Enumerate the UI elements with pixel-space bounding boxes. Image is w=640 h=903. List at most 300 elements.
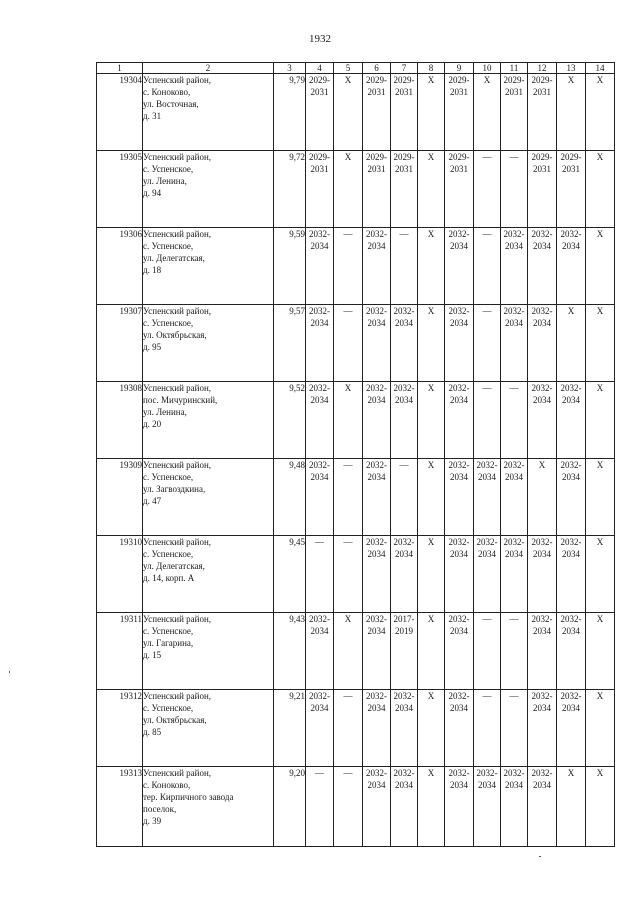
period-cell-col-8: [418, 151, 445, 228]
table-row: [97, 459, 615, 536]
period-cell-text: Х: [596, 152, 604, 162]
period-cell-text: 2031: [533, 87, 551, 97]
period-cell-col-10: [474, 151, 501, 228]
period-cell-text: 2034: [450, 395, 468, 405]
period-cell-text: 2031: [505, 87, 523, 97]
column-number-2: 2: [143, 63, 274, 74]
period-cell-col-7: [391, 767, 418, 847]
period-cell-text: 2032-: [366, 614, 387, 624]
period-cell-col-5: [334, 459, 363, 536]
period-cell-col-6: [363, 690, 391, 767]
period-cell-text: 2029-: [448, 75, 470, 85]
period-cell-col-13: [557, 382, 586, 459]
period-cell-text: 2032-: [476, 768, 498, 778]
column-number-5: 5: [334, 63, 363, 74]
period-cell-text: 2032-: [531, 768, 553, 778]
period-cell-col-13: [557, 767, 586, 847]
address-cell: [143, 536, 274, 613]
address-line: с. Успенское,: [143, 164, 194, 174]
period-cell-text: 2034: [450, 318, 468, 328]
period-cell-col-4: [306, 767, 334, 847]
period-cell-col-5: [334, 74, 363, 151]
period-cell-col-5: [334, 613, 363, 690]
period-cell-text: 2034: [367, 549, 386, 559]
column-number-4: 4: [306, 63, 334, 74]
period-cell-col-12: [528, 382, 557, 459]
period-cell-col-14: [586, 459, 615, 536]
address-line: Успенский район,: [143, 614, 212, 624]
column-number-row: [97, 63, 615, 74]
column-number-13: 13: [557, 63, 586, 74]
period-cell-text: 2029-: [531, 75, 553, 85]
period-cell-text: Х: [596, 383, 604, 393]
period-cell-text: Х: [596, 460, 604, 470]
period-cell-text: 2034: [310, 241, 329, 251]
period-cell-col-14: [586, 382, 615, 459]
period-cell-col-5: [334, 690, 363, 767]
column-number-9: 9: [445, 63, 474, 74]
period-cell-text: 2034: [562, 241, 580, 251]
period-cell-text: —: [482, 691, 492, 701]
period-cell-text: 2032-: [448, 229, 470, 239]
period-cell-text: Х: [483, 75, 491, 85]
period-cell-col-8: [418, 228, 445, 305]
period-cell-col-9: [445, 151, 474, 228]
period-cell-text: 2029-: [309, 75, 330, 85]
period-cell-text: 2034: [310, 472, 329, 482]
address-cell: [143, 228, 274, 305]
address-line: ул. Октябрьская,: [143, 330, 207, 340]
period-cell-col-4: [306, 536, 334, 613]
address-line: с. Успенское,: [143, 549, 194, 559]
period-cell-text: 2032-: [531, 614, 553, 624]
column-number-7: 7: [391, 63, 418, 74]
period-cell-text: 2032-: [448, 691, 470, 701]
address-cell: [143, 459, 274, 536]
record-id: 19313: [97, 767, 143, 847]
period-cell-col-14: [586, 228, 615, 305]
period-cell-col-7: [391, 613, 418, 690]
period-cell-text: 2032-: [366, 383, 387, 393]
period-cell-text: 2034: [367, 703, 386, 713]
period-cell-col-14: [586, 305, 615, 382]
period-cell-text: 2032-: [560, 537, 582, 547]
period-cell-text: 2031: [562, 164, 580, 174]
period-cell-text: 2034: [395, 549, 413, 559]
address-line: Успенский район,: [143, 768, 212, 778]
record-id: 19305: [97, 151, 143, 228]
period-cell-text: 2032-: [309, 229, 330, 239]
period-cell-text: 2032-: [393, 537, 415, 547]
period-cell-text: 2034: [367, 395, 386, 405]
period-cell-text: 2032-: [393, 691, 415, 701]
column-number-10: 10: [474, 63, 501, 74]
value-cell: 9,52: [274, 382, 306, 459]
period-cell-text: 2032-: [366, 460, 387, 470]
period-cell-col-4: [306, 382, 334, 459]
period-cell-text: 2034: [505, 241, 523, 251]
period-cell-text: —: [343, 306, 353, 316]
address-line: ул. Ленина,: [143, 176, 187, 186]
period-cell-text: 2034: [533, 703, 551, 713]
period-cell-text: 2034: [478, 549, 496, 559]
address-line: Успенский район,: [143, 691, 212, 701]
period-cell-col-14: [586, 690, 615, 767]
period-cell-col-12: [528, 228, 557, 305]
period-cell-text: 2032-: [503, 537, 525, 547]
period-cell-text: 2034: [562, 472, 580, 482]
table-row: [97, 228, 615, 305]
period-cell-col-9: [445, 536, 474, 613]
value-cell: 9,48: [274, 459, 306, 536]
period-cell-col-13: [557, 151, 586, 228]
period-cell-col-4: [306, 228, 334, 305]
period-cell-text: 2031: [450, 164, 468, 174]
period-cell-text: 2032-: [531, 383, 553, 393]
period-cell-text: Х: [427, 691, 435, 701]
period-cell-col-9: [445, 690, 474, 767]
period-cell-text: 2032-: [309, 306, 330, 316]
period-cell-col-13: [557, 613, 586, 690]
period-cell-col-6: [363, 382, 391, 459]
period-cell-text: Х: [596, 306, 604, 316]
period-cell-text: 2034: [533, 318, 551, 328]
period-cell-col-8: [418, 536, 445, 613]
period-cell-text: 2019: [395, 626, 413, 636]
period-cell-col-5: [334, 382, 363, 459]
table-row: [97, 151, 615, 228]
period-cell-text: 2034: [533, 241, 551, 251]
period-cell-text: Х: [427, 768, 435, 778]
period-cell-text: 2029-: [448, 152, 470, 162]
period-cell-text: 2031: [367, 164, 386, 174]
period-cell-col-13: [557, 690, 586, 767]
period-cell-text: 2029-: [393, 75, 415, 85]
period-cell-col-4: [306, 459, 334, 536]
address-line: Успенский район,: [143, 152, 212, 162]
period-cell-text: 2032-: [560, 614, 582, 624]
period-cell-text: Х: [596, 229, 604, 239]
column-number-14: 14: [586, 63, 615, 74]
period-cell-text: 2032-: [531, 691, 553, 701]
period-cell-text: —: [482, 383, 492, 393]
period-cell-col-12: [528, 305, 557, 382]
period-cell-text: 2034: [533, 395, 551, 405]
period-cell-text: —: [399, 460, 409, 470]
period-cell-text: 2032-: [309, 383, 330, 393]
period-cell-text: 2034: [395, 395, 413, 405]
table-row: [97, 305, 615, 382]
period-cell-col-10: [474, 228, 501, 305]
period-cell-col-6: [363, 228, 391, 305]
period-cell-text: 2034: [367, 780, 386, 790]
period-cell-col-9: [445, 382, 474, 459]
address-cell: [143, 151, 274, 228]
period-cell-col-10: [474, 74, 501, 151]
period-cell-col-6: [363, 613, 391, 690]
period-cell-text: Х: [427, 75, 435, 85]
period-cell-text: 2029-: [531, 152, 553, 162]
period-cell-text: Х: [427, 306, 435, 316]
address-line: д. 20: [143, 419, 162, 429]
period-cell-text: 2032-: [560, 691, 582, 701]
period-cell-col-8: [418, 74, 445, 151]
period-cell-text: 2034: [450, 780, 468, 790]
period-cell-text: 2017-: [393, 614, 415, 624]
period-cell-text: 2032-: [503, 768, 525, 778]
period-cell-col-6: [363, 74, 391, 151]
address-line: д. 14, корп. А: [143, 573, 195, 583]
period-cell-text: 2034: [450, 241, 468, 251]
period-cell-text: 2031: [310, 87, 329, 97]
period-cell-text: 2032-: [366, 768, 387, 778]
address-line: д. 94: [143, 188, 162, 198]
period-cell-text: 2034: [450, 703, 468, 713]
period-cell-text: 2034: [478, 472, 496, 482]
period-cell-text: 2032-: [560, 383, 582, 393]
column-number-6: 6: [363, 63, 391, 74]
period-cell-text: 2031: [395, 87, 413, 97]
period-cell-col-7: [391, 536, 418, 613]
period-cell-text: 2034: [367, 318, 386, 328]
period-cell-text: 2029-: [503, 75, 525, 85]
period-cell-text: 2032-: [448, 460, 470, 470]
period-cell-col-9: [445, 767, 474, 847]
period-cell-col-11: [501, 536, 528, 613]
period-cell-text: 2034: [505, 549, 523, 559]
period-cell-col-5: [334, 305, 363, 382]
period-cell-text: 2032-: [503, 460, 525, 470]
value-cell: 9,43: [274, 613, 306, 690]
value-cell: 9,21: [274, 690, 306, 767]
period-cell-text: 2034: [395, 703, 413, 713]
address-line: Успенский район,: [143, 306, 212, 316]
period-cell-text: 2032-: [366, 691, 387, 701]
value-cell: 9,20: [274, 767, 306, 847]
period-cell-col-14: [586, 613, 615, 690]
period-cell-text: Х: [427, 614, 435, 624]
period-cell-col-6: [363, 536, 391, 613]
period-cell-col-4: [306, 74, 334, 151]
period-cell-col-10: [474, 767, 501, 847]
period-cell-text: 2032-: [531, 537, 553, 547]
record-id: 19309: [97, 459, 143, 536]
period-cell-text: 2034: [533, 549, 551, 559]
period-cell-text: 2032-: [448, 306, 470, 316]
period-cell-text: 2029-: [309, 152, 330, 162]
address-line: Успенский район,: [143, 383, 212, 393]
period-cell-text: 2029-: [366, 75, 387, 85]
period-cell-col-10: [474, 459, 501, 536]
period-cell-text: 2031: [450, 87, 468, 97]
period-cell-text: 2034: [505, 780, 523, 790]
value-cell: 9,59: [274, 228, 306, 305]
period-cell-col-11: [501, 228, 528, 305]
period-cell-text: 2032-: [560, 460, 582, 470]
period-cell-col-7: [391, 305, 418, 382]
period-cell-col-4: [306, 305, 334, 382]
address-line: д. 39: [143, 816, 162, 826]
period-cell-text: —: [482, 614, 492, 624]
period-cell-text: 2032-: [366, 229, 387, 239]
period-cell-text: Х: [427, 383, 435, 393]
period-cell-text: —: [399, 229, 409, 239]
table-row: [97, 536, 615, 613]
period-cell-text: 2032-: [309, 614, 330, 624]
period-cell-text: 2032-: [448, 768, 470, 778]
period-cell-col-11: [501, 459, 528, 536]
period-cell-col-14: [586, 74, 615, 151]
period-cell-text: 2034: [367, 241, 386, 251]
period-cell-col-13: [557, 305, 586, 382]
register-table: [96, 62, 615, 847]
period-cell-text: 2034: [478, 780, 496, 790]
address-line: с. Успенское,: [143, 472, 194, 482]
period-cell-text: Х: [344, 75, 352, 85]
period-cell-text: 2031: [395, 164, 413, 174]
period-cell-col-10: [474, 613, 501, 690]
period-cell-text: 2031: [533, 164, 551, 174]
period-cell-col-10: [474, 305, 501, 382]
period-cell-text: 2032-: [393, 306, 415, 316]
period-cell-col-14: [586, 767, 615, 847]
period-cell-col-5: [334, 151, 363, 228]
address-line: с. Успенское,: [143, 626, 194, 636]
period-cell-text: Х: [427, 229, 435, 239]
period-cell-col-11: [501, 767, 528, 847]
period-cell-text: 2031: [310, 164, 329, 174]
address-line: ул. Делегатская,: [143, 561, 205, 571]
period-cell-text: —: [343, 537, 353, 547]
period-cell-text: 2034: [310, 626, 329, 636]
period-cell-col-14: [586, 536, 615, 613]
period-cell-text: Х: [567, 306, 575, 316]
period-cell-col-12: [528, 536, 557, 613]
period-cell-text: 2034: [310, 318, 329, 328]
period-cell-col-10: [474, 690, 501, 767]
period-cell-text: 2034: [450, 549, 468, 559]
period-cell-text: 2034: [562, 626, 580, 636]
period-cell-col-13: [557, 459, 586, 536]
period-cell-text: 2034: [367, 626, 386, 636]
period-cell-text: Х: [344, 383, 352, 393]
period-cell-text: 2032-: [531, 229, 553, 239]
table-row: [97, 613, 615, 690]
period-cell-text: Х: [596, 768, 604, 778]
period-cell-text: 2032-: [531, 306, 553, 316]
address-cell: [143, 690, 274, 767]
period-cell-col-6: [363, 151, 391, 228]
period-cell-text: 2034: [505, 318, 523, 328]
period-cell-col-11: [501, 305, 528, 382]
period-cell-text: 2032-: [476, 537, 498, 547]
period-cell-col-9: [445, 613, 474, 690]
period-cell-text: —: [343, 691, 353, 701]
period-cell-col-8: [418, 305, 445, 382]
address-line: пос. Мичуринский,: [143, 395, 218, 405]
period-cell-text: 2029-: [366, 152, 387, 162]
period-cell-text: 2034: [395, 318, 413, 328]
address-cell: [143, 382, 274, 459]
period-cell-col-9: [445, 74, 474, 151]
address-line: ул. Делегатская,: [143, 253, 205, 263]
period-cell-text: Х: [596, 537, 604, 547]
period-cell-text: 2031: [367, 87, 386, 97]
period-cell-col-12: [528, 767, 557, 847]
period-cell-text: 2032-: [309, 691, 330, 701]
period-cell-col-5: [334, 536, 363, 613]
period-cell-col-4: [306, 613, 334, 690]
period-cell-text: 2032-: [503, 229, 525, 239]
period-cell-text: Х: [567, 768, 575, 778]
period-cell-text: 2034: [562, 395, 580, 405]
period-cell-text: 2032-: [393, 768, 415, 778]
period-cell-col-6: [363, 305, 391, 382]
period-cell-text: Х: [596, 75, 604, 85]
period-cell-text: 2029-: [560, 152, 582, 162]
period-cell-text: Х: [427, 537, 435, 547]
period-cell-col-12: [528, 690, 557, 767]
column-number-12: 12: [528, 63, 557, 74]
value-cell: 9,45: [274, 536, 306, 613]
period-cell-col-12: [528, 151, 557, 228]
period-cell-text: Х: [427, 152, 435, 162]
address-line: Успенский район,: [143, 75, 212, 85]
address-line: д. 85: [143, 727, 162, 737]
period-cell-col-11: [501, 690, 528, 767]
period-cell-col-8: [418, 459, 445, 536]
period-cell-text: —: [482, 229, 492, 239]
record-id: 19312: [97, 690, 143, 767]
period-cell-col-7: [391, 228, 418, 305]
address-line: д. 47: [143, 496, 162, 506]
period-cell-text: 2034: [533, 780, 551, 790]
period-cell-text: —: [482, 306, 492, 316]
record-id: 19304: [97, 74, 143, 151]
address-line: с. Успенское,: [143, 318, 194, 328]
period-cell-text: 2032-: [309, 460, 330, 470]
period-cell-col-5: [334, 228, 363, 305]
period-cell-text: 2032-: [476, 460, 498, 470]
period-cell-col-12: [528, 613, 557, 690]
address-line: д. 15: [143, 650, 162, 660]
period-cell-text: 2034: [533, 626, 551, 636]
period-cell-col-7: [391, 459, 418, 536]
page-number: 1932: [309, 33, 331, 45]
period-cell-col-9: [445, 228, 474, 305]
period-cell-col-11: [501, 613, 528, 690]
record-id: 19308: [97, 382, 143, 459]
period-cell-text: —: [343, 229, 353, 239]
table-row: [97, 767, 615, 847]
table-row: [97, 74, 615, 151]
period-cell-text: 2032-: [366, 306, 387, 316]
period-cell-col-12: [528, 459, 557, 536]
address-line: с. Коноково,: [143, 87, 191, 97]
period-cell-text: —: [509, 614, 519, 624]
scan-speck: [539, 856, 541, 857]
period-cell-text: 2032-: [503, 306, 525, 316]
value-cell: 9,72: [274, 151, 306, 228]
period-cell-text: —: [315, 537, 324, 547]
period-cell-col-13: [557, 228, 586, 305]
record-id: 19311: [97, 613, 143, 690]
record-id: 19307: [97, 305, 143, 382]
record-id: 19310: [97, 536, 143, 613]
period-cell-col-9: [445, 459, 474, 536]
period-cell-col-7: [391, 690, 418, 767]
address-cell: [143, 305, 274, 382]
